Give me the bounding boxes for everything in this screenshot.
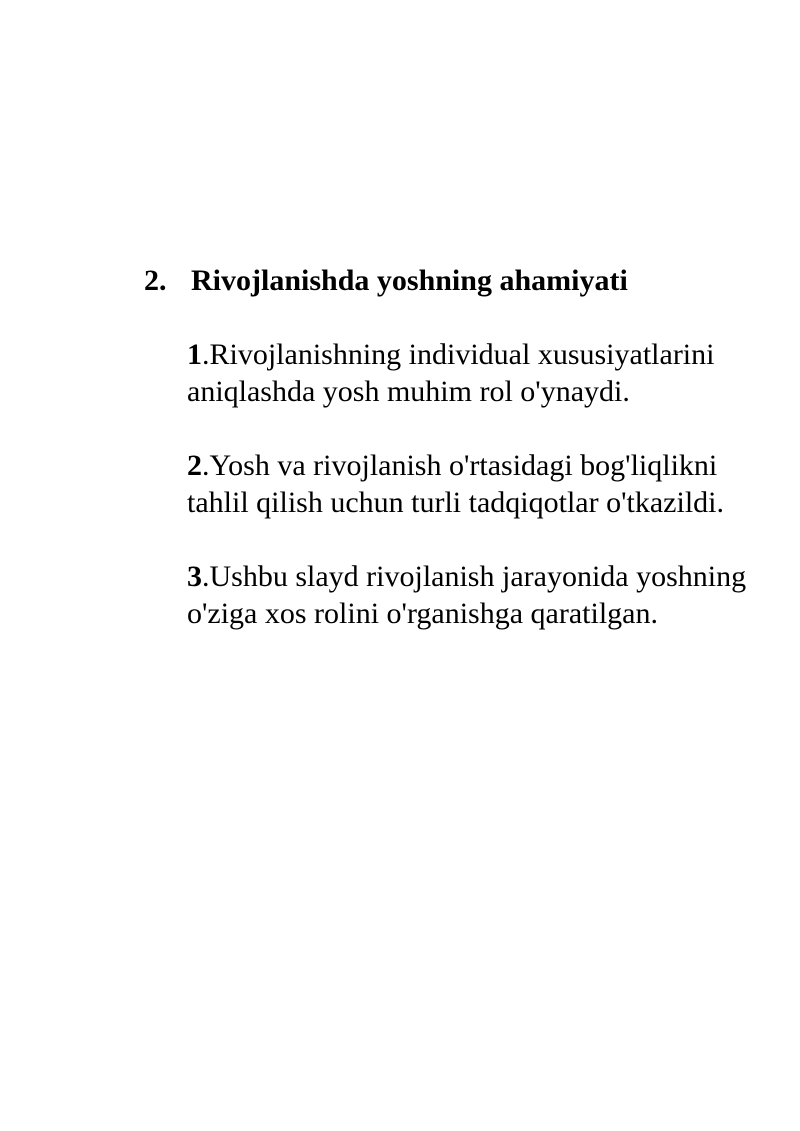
list-item — [187, 336, 762, 410]
list-item — [187, 447, 762, 521]
item-number: 3 — [187, 560, 202, 593]
item-text: .Yosh va rivojlanish o'rtasidagi bog'liqlikni tahlil qilish uchun turli tadqiqotlar o'tkazildi. — [187, 449, 724, 519]
item-number: 1 — [187, 338, 202, 371]
item-text: .Ushbu slayd rivojlanish jarayonida yoshning o'ziga xos rolini o'rganishga qaratilgan. — [187, 560, 747, 630]
item-text: .Rivojlanishning individual xususiyatlarini aniqlashda yosh muhim rol o'ynaydi. — [187, 338, 715, 408]
section-title: Rivojlanishda yoshning ahamiyati — [191, 264, 628, 297]
section-heading — [144, 262, 628, 300]
points-list — [187, 336, 762, 669]
list-item — [187, 558, 762, 632]
item-number: 2 — [187, 449, 202, 482]
section-number: 2. — [144, 264, 167, 297]
